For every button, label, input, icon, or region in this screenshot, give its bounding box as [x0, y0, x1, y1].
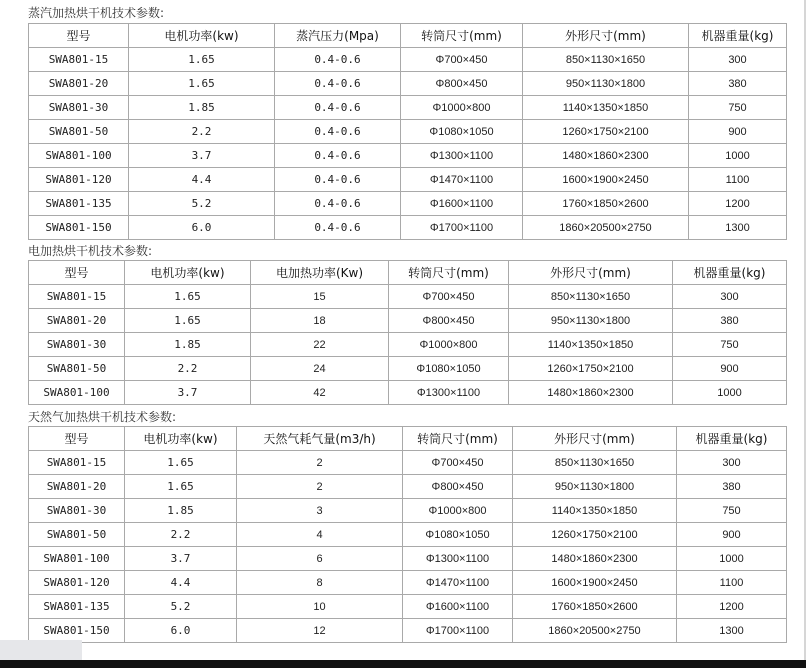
- cell-weight: 750: [677, 499, 787, 523]
- cell-gas-consumption: 6: [237, 547, 403, 571]
- cell-model: SWA801-50: [29, 523, 125, 547]
- cell-weight: 1000: [689, 144, 787, 168]
- col-header-drum-size: 转筒尺寸(mm): [401, 24, 523, 48]
- cell-motor-power: 1.85: [125, 499, 237, 523]
- col-header-drum-size: 转筒尺寸(mm): [389, 261, 509, 285]
- cell-dimensions: 1860×20500×2750: [513, 619, 677, 643]
- cell-steam-pressure: 0.4-0.6: [275, 192, 401, 216]
- table-row: [29, 571, 787, 595]
- cell-motor-power: 4.4: [129, 168, 275, 192]
- cell-motor-power: 2.2: [125, 523, 237, 547]
- cell-model: SWA801-15: [29, 285, 125, 309]
- cell-drum-size: Φ1600×1100: [403, 595, 513, 619]
- cell-dimensions: 1140×1350×1850: [513, 499, 677, 523]
- cell-model: SWA801-100: [29, 381, 125, 405]
- spec-table-gas: [28, 426, 787, 643]
- cell-weight: 1000: [677, 547, 787, 571]
- table-row: [29, 357, 787, 381]
- cell-dimensions: 850×1130×1650: [523, 48, 689, 72]
- cell-gas-consumption: 2: [237, 475, 403, 499]
- cell-model: SWA801-20: [29, 475, 125, 499]
- table-row: [29, 48, 787, 72]
- cell-weight: 380: [677, 475, 787, 499]
- cell-dimensions: 1760×1850×2600: [513, 595, 677, 619]
- cell-motor-power: 6.0: [125, 619, 237, 643]
- cell-drum-size: Φ1000×800: [389, 333, 509, 357]
- table-row: [29, 96, 787, 120]
- cell-model: SWA801-15: [29, 48, 129, 72]
- cell-heating-power: 18: [251, 309, 389, 333]
- cell-steam-pressure: 0.4-0.6: [275, 72, 401, 96]
- cell-drum-size: Φ1080×1050: [403, 523, 513, 547]
- spec-table-electric: [28, 260, 787, 405]
- cell-motor-power: 1.65: [125, 309, 251, 333]
- cell-weight: 900: [673, 357, 787, 381]
- cell-dimensions: 950×1130×1800: [513, 475, 677, 499]
- cell-weight: 750: [673, 333, 787, 357]
- cell-drum-size: Φ800×450: [401, 72, 523, 96]
- cell-model: SWA801-150: [29, 619, 125, 643]
- cell-drum-size: Φ700×450: [401, 48, 523, 72]
- cell-model: SWA801-15: [29, 451, 125, 475]
- cell-model: SWA801-50: [29, 357, 125, 381]
- cell-drum-size: Φ1600×1100: [401, 192, 523, 216]
- cell-dimensions: 1600×1900×2450: [523, 168, 689, 192]
- cell-weight: 300: [673, 285, 787, 309]
- cell-drum-size: Φ700×450: [403, 451, 513, 475]
- cell-drum-size: Φ1080×1050: [401, 120, 523, 144]
- cell-model: SWA801-100: [29, 547, 125, 571]
- section-title-steam: 蒸汽加热烘干机技术参数:: [28, 6, 165, 20]
- table-row: [29, 144, 787, 168]
- cell-motor-power: 6.0: [129, 216, 275, 240]
- cell-motor-power: 3.7: [125, 547, 237, 571]
- cell-drum-size: Φ1700×1100: [403, 619, 513, 643]
- cell-motor-power: 1.85: [129, 96, 275, 120]
- table-row: [29, 285, 787, 309]
- cell-drum-size: Φ1300×1100: [389, 381, 509, 405]
- col-header-motor-power: 电机功率(kw): [129, 24, 275, 48]
- table-row: [29, 72, 787, 96]
- cell-dimensions: 1260×1750×2100: [523, 120, 689, 144]
- table-row: [29, 499, 787, 523]
- cell-weight: 300: [689, 48, 787, 72]
- table-row: [29, 192, 787, 216]
- cell-dimensions: 950×1130×1800: [509, 309, 673, 333]
- cell-drum-size: Φ1470×1100: [401, 168, 523, 192]
- col-header-gas-consumption: 天然气耗气量(m3/h): [237, 427, 403, 451]
- cell-steam-pressure: 0.4-0.6: [275, 96, 401, 120]
- cell-weight: 1200: [689, 192, 787, 216]
- cell-weight: 1300: [689, 216, 787, 240]
- col-header-heating-power: 电加热功率(Kw): [251, 261, 389, 285]
- cell-gas-consumption: 10: [237, 595, 403, 619]
- cell-drum-size: Φ1080×1050: [389, 357, 509, 381]
- cell-motor-power: 1.65: [125, 285, 251, 309]
- table-header-row: [29, 427, 787, 451]
- cell-weight: 300: [677, 451, 787, 475]
- cell-steam-pressure: 0.4-0.6: [275, 168, 401, 192]
- cell-steam-pressure: 0.4-0.6: [275, 48, 401, 72]
- cell-gas-consumption: 2: [237, 451, 403, 475]
- table-row: [29, 619, 787, 643]
- cell-dimensions: 850×1130×1650: [513, 451, 677, 475]
- table-header-row: [29, 24, 787, 48]
- cell-weight: 1000: [673, 381, 787, 405]
- table-row: [29, 333, 787, 357]
- cell-gas-consumption: 3: [237, 499, 403, 523]
- cell-steam-pressure: 0.4-0.6: [275, 144, 401, 168]
- cell-model: SWA801-30: [29, 333, 125, 357]
- col-header-model: 型号: [29, 261, 125, 285]
- table-row: [29, 216, 787, 240]
- cell-weight: 900: [689, 120, 787, 144]
- cell-motor-power: 5.2: [129, 192, 275, 216]
- table-row: [29, 451, 787, 475]
- cell-model: SWA801-100: [29, 144, 129, 168]
- cell-drum-size: Φ1700×1100: [401, 216, 523, 240]
- col-header-motor-power: 电机功率(kw): [125, 427, 237, 451]
- cell-gas-consumption: 4: [237, 523, 403, 547]
- cell-heating-power: 42: [251, 381, 389, 405]
- cell-model: SWA801-120: [29, 571, 125, 595]
- cell-dimensions: 1140×1350×1850: [523, 96, 689, 120]
- cell-gas-consumption: 8: [237, 571, 403, 595]
- cell-model: SWA801-135: [29, 192, 129, 216]
- cell-steam-pressure: 0.4-0.6: [275, 120, 401, 144]
- cell-weight: 750: [689, 96, 787, 120]
- cell-weight: 1100: [677, 571, 787, 595]
- cell-model: SWA801-50: [29, 120, 129, 144]
- cell-motor-power: 4.4: [125, 571, 237, 595]
- cell-dimensions: 950×1130×1800: [523, 72, 689, 96]
- table-row: [29, 168, 787, 192]
- cell-drum-size: Φ1000×800: [401, 96, 523, 120]
- cell-motor-power: 3.7: [129, 144, 275, 168]
- cell-motor-power: 1.65: [129, 72, 275, 96]
- col-header-dimensions: 外形尺寸(mm): [523, 24, 689, 48]
- cell-dimensions: 1600×1900×2450: [513, 571, 677, 595]
- cell-drum-size: Φ1300×1100: [401, 144, 523, 168]
- col-header-weight: 机器重量(kg): [689, 24, 787, 48]
- cell-model: SWA801-135: [29, 595, 125, 619]
- cell-drum-size: Φ1000×800: [403, 499, 513, 523]
- col-header-weight: 机器重量(kg): [673, 261, 787, 285]
- table-row: [29, 595, 787, 619]
- section-title-electric: 电加热烘干机技术参数:: [28, 244, 153, 258]
- cell-motor-power: 5.2: [125, 595, 237, 619]
- table-row: [29, 120, 787, 144]
- cell-dimensions: 1760×1850×2600: [523, 192, 689, 216]
- cell-drum-size: Φ1470×1100: [403, 571, 513, 595]
- col-header-steam-pressure: 蒸汽压力(Mpa): [275, 24, 401, 48]
- cell-dimensions: 1140×1350×1850: [509, 333, 673, 357]
- col-header-weight: 机器重量(kg): [677, 427, 787, 451]
- cell-weight: 1200: [677, 595, 787, 619]
- col-header-dimensions: 外形尺寸(mm): [509, 261, 673, 285]
- cell-model: SWA801-150: [29, 216, 129, 240]
- cell-motor-power: 1.65: [125, 475, 237, 499]
- cell-model: SWA801-120: [29, 168, 129, 192]
- table-row: [29, 381, 787, 405]
- col-header-motor-power: 电机功率(kw): [125, 261, 251, 285]
- cell-dimensions: 850×1130×1650: [509, 285, 673, 309]
- bottom-tab: [0, 640, 82, 660]
- bottom-bar: [0, 660, 806, 668]
- cell-weight: 900: [677, 523, 787, 547]
- cell-drum-size: Φ800×450: [403, 475, 513, 499]
- cell-dimensions: 1860×20500×2750: [523, 216, 689, 240]
- cell-drum-size: Φ1300×1100: [403, 547, 513, 571]
- cell-drum-size: Φ800×450: [389, 309, 509, 333]
- spec-table-steam: [28, 23, 787, 240]
- cell-model: SWA801-20: [29, 309, 125, 333]
- table-header-row: [29, 261, 787, 285]
- cell-heating-power: 22: [251, 333, 389, 357]
- cell-motor-power: 2.2: [129, 120, 275, 144]
- col-header-dimensions: 外形尺寸(mm): [513, 427, 677, 451]
- cell-weight: 1100: [689, 168, 787, 192]
- cell-dimensions: 1480×1860×2300: [513, 547, 677, 571]
- cell-heating-power: 15: [251, 285, 389, 309]
- cell-weight: 380: [673, 309, 787, 333]
- cell-motor-power: 3.7: [125, 381, 251, 405]
- table-row: [29, 523, 787, 547]
- col-header-model: 型号: [29, 24, 129, 48]
- cell-gas-consumption: 12: [237, 619, 403, 643]
- col-header-model: 型号: [29, 427, 125, 451]
- table-row: [29, 309, 787, 333]
- col-header-drum-size: 转筒尺寸(mm): [403, 427, 513, 451]
- cell-heating-power: 24: [251, 357, 389, 381]
- table-row: [29, 475, 787, 499]
- cell-model: SWA801-20: [29, 72, 129, 96]
- cell-dimensions: 1480×1860×2300: [509, 381, 673, 405]
- cell-dimensions: 1260×1750×2100: [509, 357, 673, 381]
- cell-motor-power: 1.65: [129, 48, 275, 72]
- cell-weight: 1300: [677, 619, 787, 643]
- cell-model: SWA801-30: [29, 96, 129, 120]
- cell-weight: 380: [689, 72, 787, 96]
- table-row: [29, 547, 787, 571]
- cell-motor-power: 1.85: [125, 333, 251, 357]
- cell-steam-pressure: 0.4-0.6: [275, 216, 401, 240]
- cell-dimensions: 1480×1860×2300: [523, 144, 689, 168]
- cell-drum-size: Φ700×450: [389, 285, 509, 309]
- cell-model: SWA801-30: [29, 499, 125, 523]
- cell-motor-power: 1.65: [125, 451, 237, 475]
- cell-dimensions: 1260×1750×2100: [513, 523, 677, 547]
- section-title-gas: 天然气加热烘干机技术参数:: [28, 410, 177, 424]
- cell-motor-power: 2.2: [125, 357, 251, 381]
